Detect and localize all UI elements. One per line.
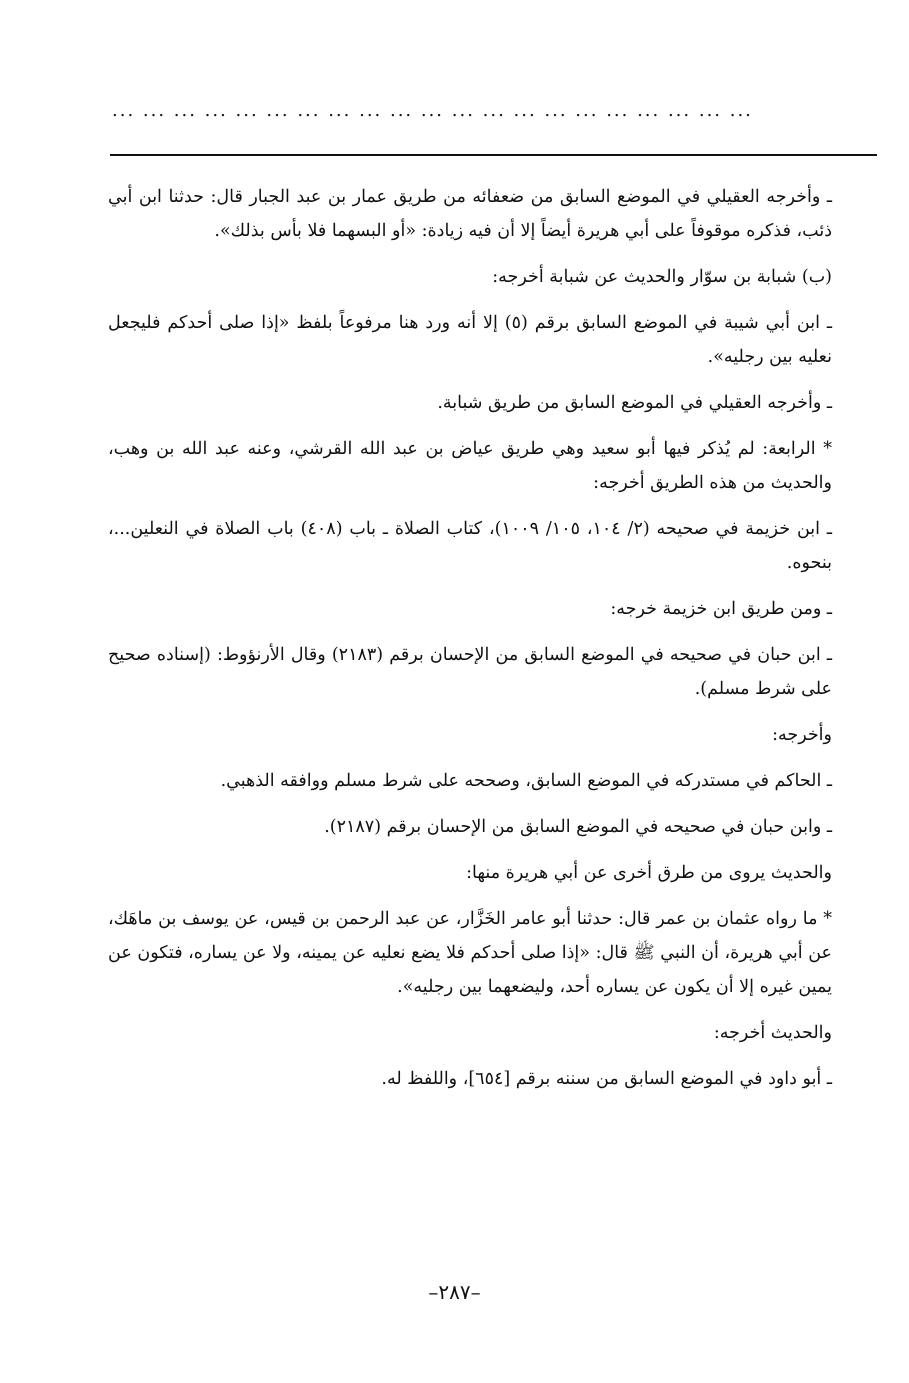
paragraph-13: * ما رواه عثمان بن عمر قال: حدثنا أبو عامر الخَزَّار، عن عبد الرحمن بن قيس، عن يوسف بن ماهَك، عن أبي هريرة، أن النبي ﷺ قال: «إذا صلى أحدكم فلا يضع نعليه عن يمينه، ولا عن يساره، فتكون عن يمين غيره إلا أن يكون عن يساره أحد، وليضعهما بين رجليه». xyxy=(108,909,832,997)
paragraph-7: ـ ومن طريق ابن خزيمة خرجه: xyxy=(610,599,832,619)
paragraph-14: والحديث أخرجه: xyxy=(713,1023,832,1043)
page-number: –٢٨٧– xyxy=(428,1280,481,1304)
paragraph-3: ـ ابن أبي شيبة في الموضع السابق برقم (٥) إلا أنه ورد هنا مرفوعاً بلفظ «إذا صلى أحدكم فليجعل نعليه بين رجليه». xyxy=(108,313,832,367)
paragraph-10: ـ الحاكم في مستدركه في الموضع السابق، وصححه على شرط مسلم ووافقه الذهبي. xyxy=(220,771,832,791)
footnote-body xyxy=(108,180,878,1108)
paragraph-2: (ب) شبابة بن سوّار والحديث عن شبابة أخرجه: xyxy=(492,267,832,287)
paragraph-5: * الرابعة: لم يُذكر فيها أبو سعيد وهي طريق عياض بن عبد الله القرشي، وعنه عبد الله بن وهب، والحديث من هذه الطريق أخرجه: xyxy=(108,439,832,493)
paragraph-1: ـ وأخرجه العقيلي في الموضع السابق من ضعفائه من طريق عمار بن عبد الجبار قال: حدثنا ابن أبي ذئب، فذكره موقوفاً على أبي هريرة أيضاً إلا أن فيه زيادة: «أو البسهما فلا بأس بذلك». xyxy=(108,187,832,241)
paragraph-4: ـ وأخرجه العقيلي في الموضع السابق من طريق شبابة. xyxy=(437,393,832,413)
paragraph-15: ـ أبو داود في الموضع السابق من سننه برقم [٦٥٤]، واللفظ له. xyxy=(381,1069,832,1089)
paragraph-12: والحديث يروى من طرق أخرى عن أبي هريرة منها: xyxy=(466,863,832,883)
paragraph-6: ـ ابن خزيمة في صحيحه (٢/ ١٠٤، ١٠٥/ ١٠٠٩)، كتاب الصلاة ـ باب (٤٠٨) باب الصلاة في النعلين...، بنحوه. xyxy=(108,519,833,573)
paragraph-8: ـ ابن حبان في صحيحه في الموضع السابق من الإحسان برقم (٢١٨٣) وقال الأرنؤوط: (إسناده صحيح على شرط مسلم). xyxy=(108,645,832,699)
paragraph-11: ـ وابن حبان في صحيحه في الموضع السابق من الإحسان برقم (٢١٨٧). xyxy=(324,817,832,837)
elision-dots: ... ... ... ... ... ... ... ... ... ... ... ... ... ... ... ... ... ... ... ... ... xyxy=(112,100,753,121)
footnote-separator-rule xyxy=(110,154,877,156)
paragraph-9: وأخرجه: xyxy=(772,725,832,745)
